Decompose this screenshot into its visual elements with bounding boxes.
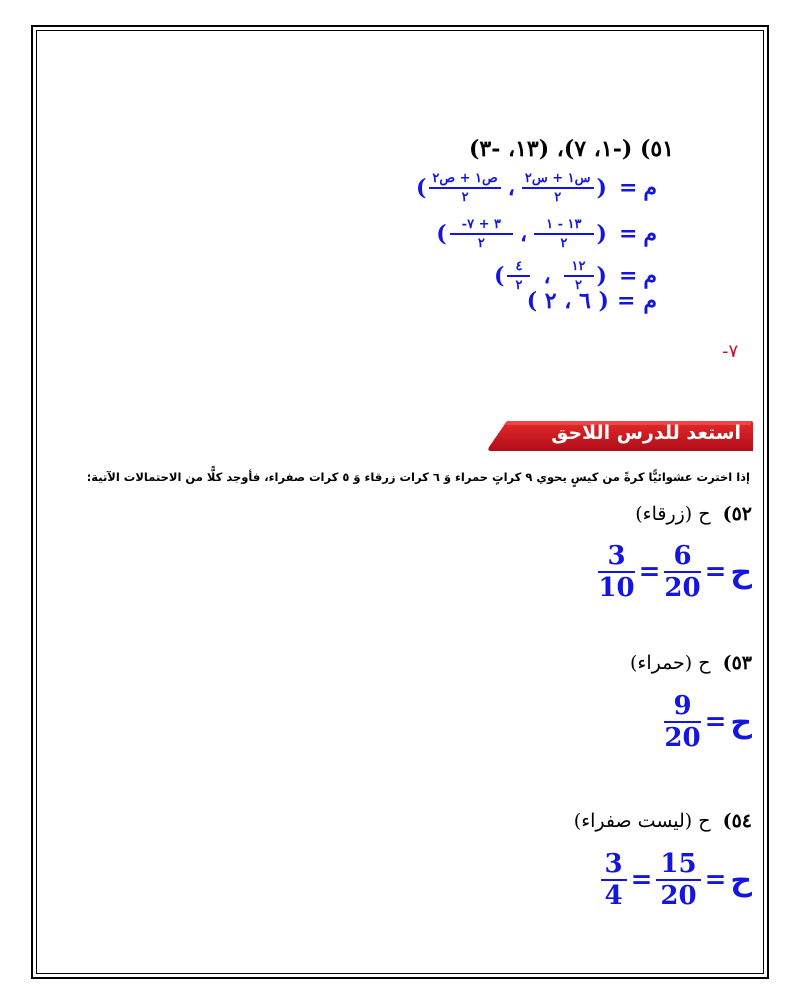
answer-fraction: $\frac{6}{20}$	[664, 541, 701, 603]
fraction-y: -٣ + ٧ ٢	[450, 218, 513, 250]
answer-fraction: $\frac{9}{20}$	[664, 691, 701, 753]
question-label: ح (حمراء)	[629, 652, 711, 674]
question-number: ٥٤	[731, 810, 752, 832]
answer-54: $\frac{3}{4}$ = $\frac{15}{20}$ = ح	[601, 850, 753, 910]
answer-fraction: $\frac{3}{10}$	[598, 541, 635, 603]
section-title: استعد للدرس اللاحق	[551, 422, 741, 444]
exercise-51-header	[460, 136, 674, 162]
question-label: ح (زرقاء)	[635, 503, 711, 525]
problem-intro: إذا اخترت عشوائيًّا كرةً من كيسٍ يحوي ٩ كراتٍ حمراء وَ ٦ كرات زرقاء وَ ٥ كرات صفراء، فأوجد كلًّا من الاحتمالات الآتية:	[86, 470, 750, 484]
midpoint-simplified: ( ٤ ٢ ، ١٢ ٢ ) = م	[494, 259, 657, 293]
answer-53: $\frac{9}{20}$ = ح	[664, 691, 752, 753]
midpoint-result: م = ( ٦ ، ٢ )	[526, 288, 657, 314]
fraction-x: س١ + س٢ ٢	[522, 172, 594, 204]
exercise-paren: )	[639, 136, 651, 162]
section-banner	[485, 418, 755, 454]
answer-52: $\frac{3}{10}$ = $\frac{6}{20}$ = ح	[598, 541, 752, 603]
answer-fraction: $\frac{3}{4}$	[601, 851, 627, 909]
question-54: ٥٤) ح (ليست صفراء)	[573, 810, 752, 832]
exercise-points: (-١، ٧)، (١٣، -٣)	[468, 136, 633, 162]
fraction-y: ص١ + ص٢ ٢	[429, 172, 500, 204]
page-marker: -٧	[722, 341, 739, 362]
fraction-y: ٤ ٢	[507, 260, 530, 292]
question-53: ٥٣) ح (حمراء)	[629, 652, 752, 674]
fraction-x: ١٢ ٢	[564, 260, 594, 292]
question-52: ٥٢) ح (زرقاء)	[635, 503, 752, 525]
midpoint-formula: ( ص١ + ص٢ ٢ ، س١ + س٢ ٢ ) = م	[415, 171, 657, 205]
question-label: ح (ليست صفراء)	[573, 810, 711, 832]
question-number: ٥٣	[731, 652, 752, 674]
question-number: ٥٢	[731, 503, 752, 525]
midpoint-substitution: ( -٣ + ٧ ٢ ، ١٣ - ١ ٢ ) = م	[436, 217, 657, 251]
fraction-x: ١٣ - ١ ٢	[534, 218, 593, 250]
exercise-number: ٥١	[650, 136, 674, 162]
answer-fraction: $\frac{15}{20}$	[656, 851, 700, 909]
